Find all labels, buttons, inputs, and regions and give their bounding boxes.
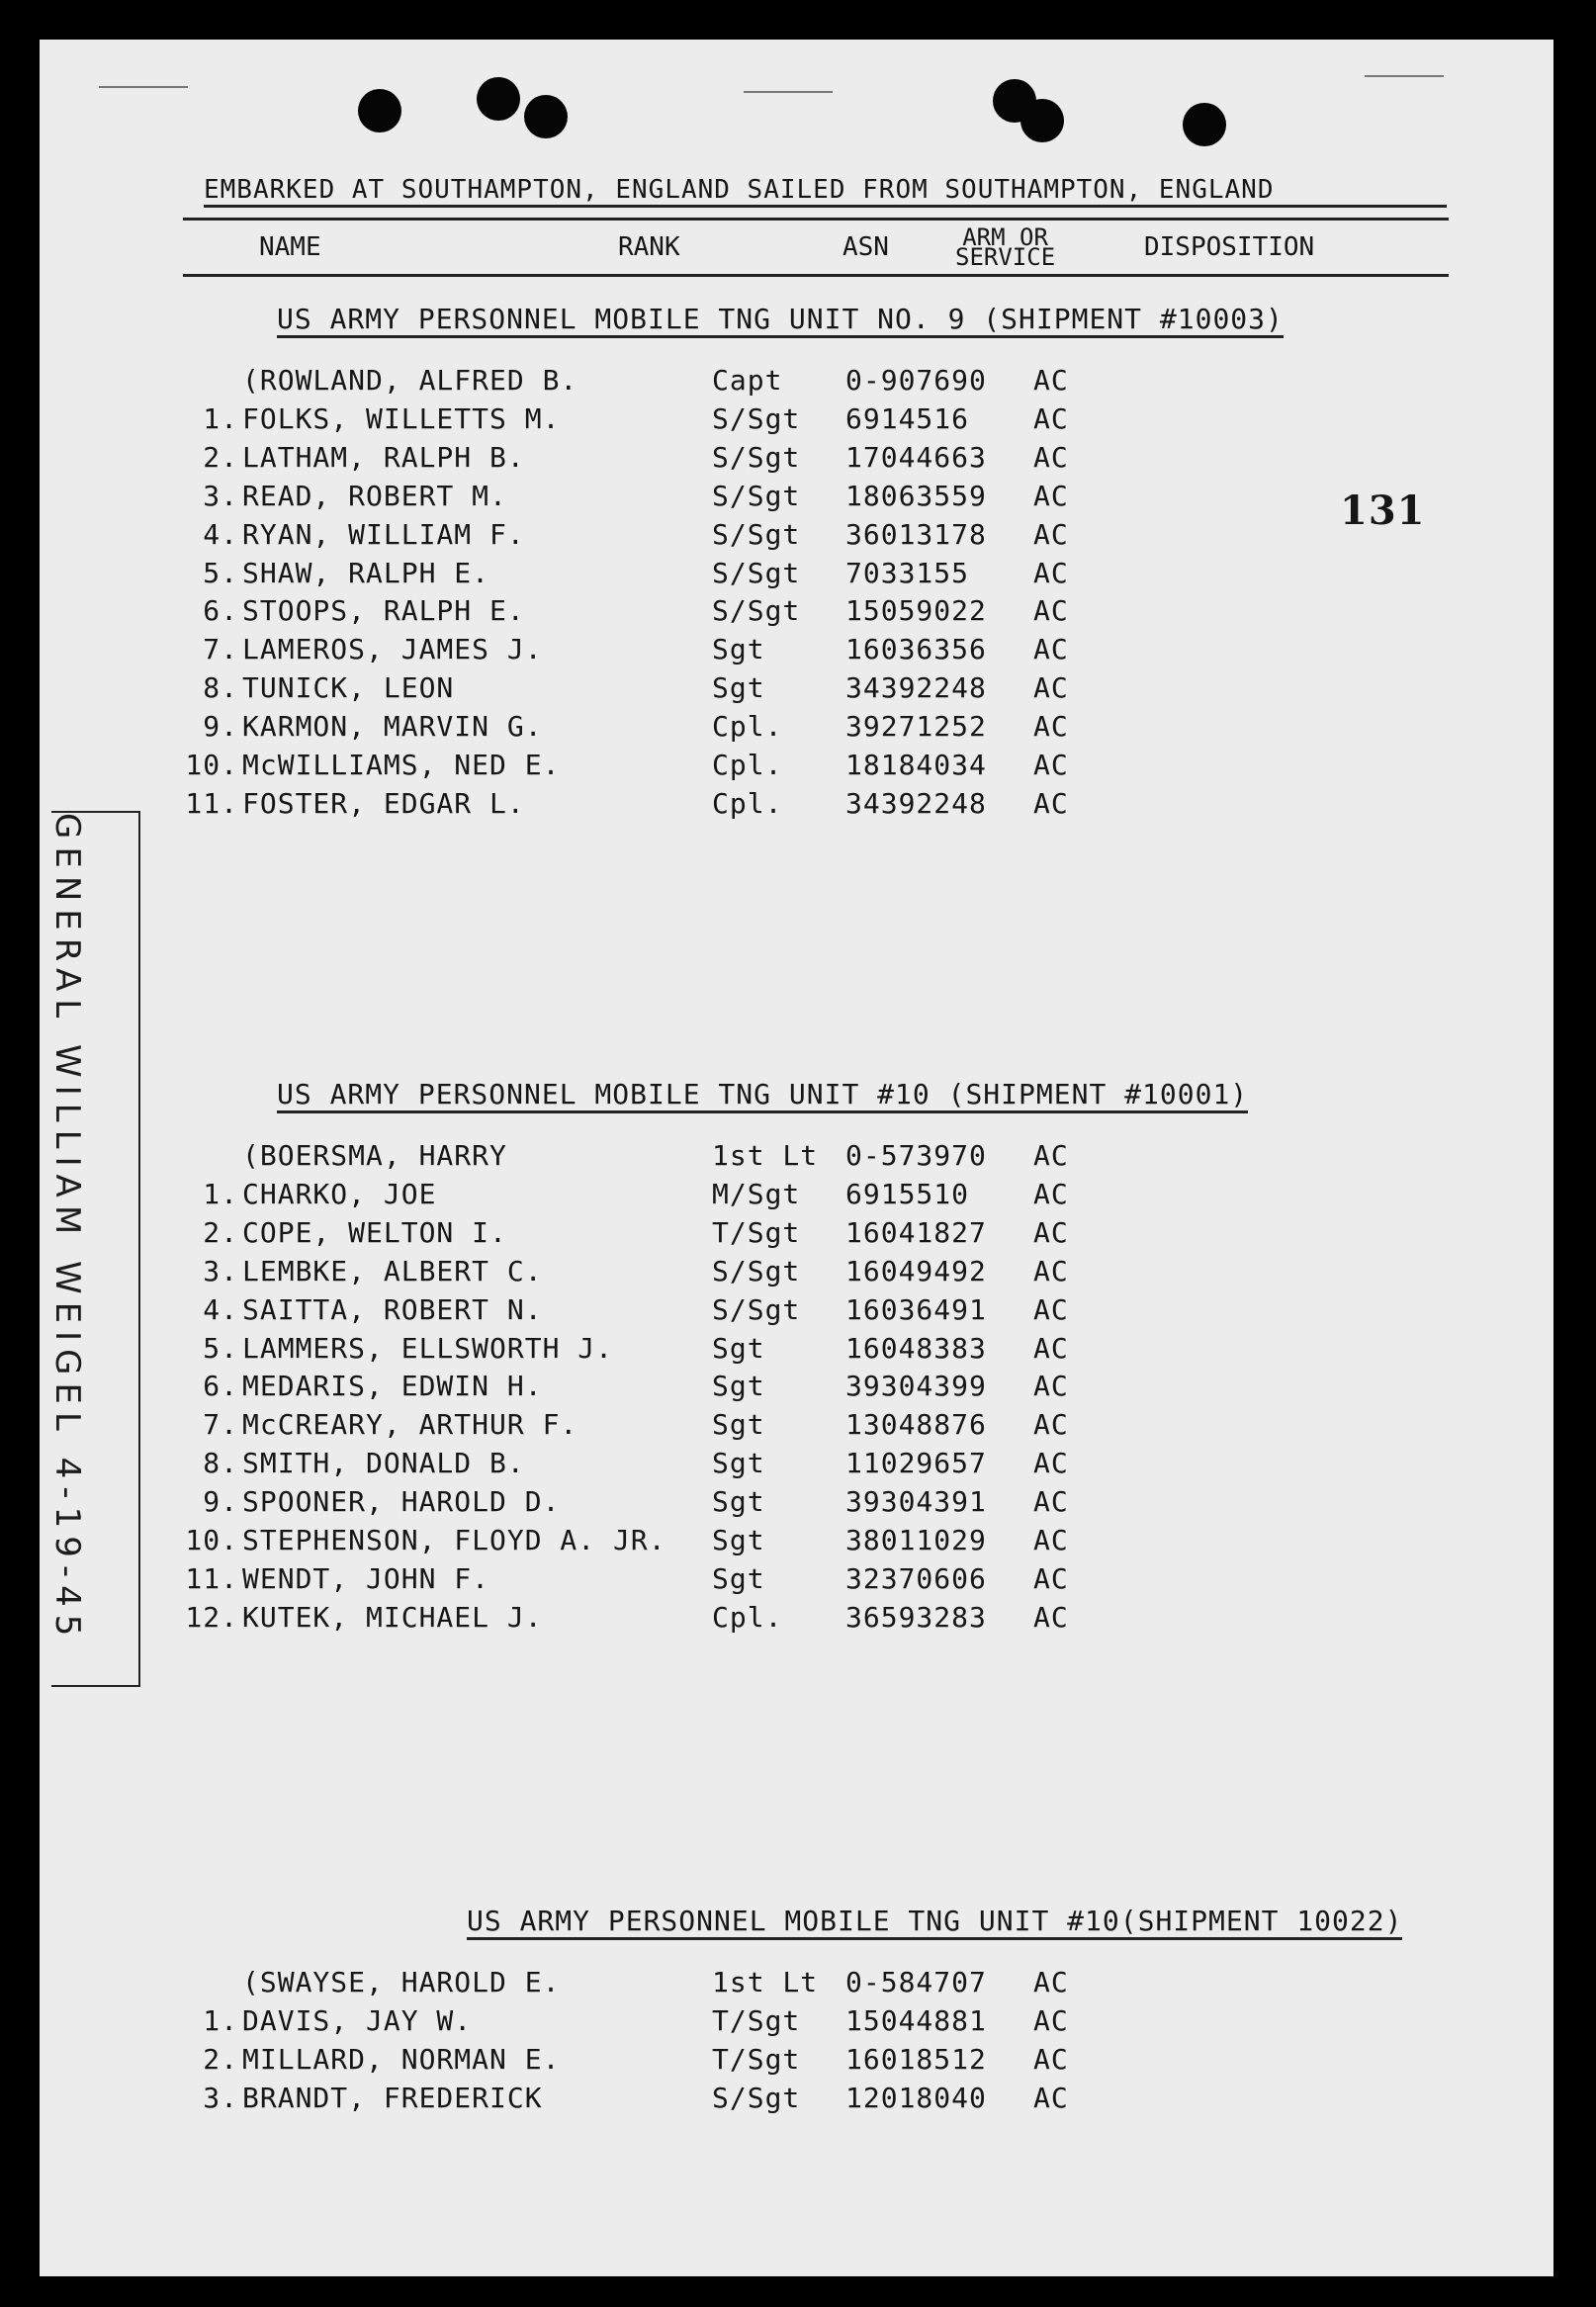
person-rank: Sgt <box>712 1332 765 1365</box>
personnel-row <box>40 1138 1553 1178</box>
person-rank: Sgt <box>712 1408 765 1441</box>
person-name: LAMEROS, JAMES J. <box>242 633 543 665</box>
row-number: 6. <box>203 1370 238 1402</box>
person-rank: S/Sgt <box>712 518 801 551</box>
person-name: SMITH, DONALD B. <box>242 1447 525 1479</box>
personnel-row <box>40 1177 1553 1216</box>
person-asn: 16041827 <box>845 1216 987 1249</box>
person-arm-service: AC <box>1033 2004 1069 2037</box>
person-asn: 18063559 <box>845 480 987 512</box>
personnel-row <box>40 1561 1553 1601</box>
person-asn: 15044881 <box>845 2004 987 2037</box>
person-rank: M/Sgt <box>712 1178 801 1210</box>
punch-hole <box>477 77 520 121</box>
person-asn: 39271252 <box>845 710 987 743</box>
page-header: EMBARKED AT SOUTHAMPTON, ENGLAND SAILED FROM SOUTHAMPTON, ENGLAND <box>204 175 1275 205</box>
person-asn: 0-584707 <box>845 1966 987 1998</box>
person-arm-service: AC <box>1033 749 1069 781</box>
personnel-row <box>40 1331 1553 1371</box>
person-name: LATHAM, RALPH B. <box>242 441 525 474</box>
person-rank: S/Sgt <box>712 1255 801 1287</box>
person-rank: Cpl. <box>712 710 783 743</box>
personnel-row <box>40 517 1553 557</box>
personnel-row <box>40 786 1553 826</box>
person-name: DAVIS, JAY W. <box>242 2004 473 2037</box>
person-name: FOSTER, EDGAR L. <box>242 787 525 820</box>
person-asn: 13048876 <box>845 1408 987 1441</box>
person-arm-service: AC <box>1033 1966 1069 1998</box>
person-rank: T/Sgt <box>712 2004 801 2037</box>
row-number: 10. <box>185 749 238 781</box>
personnel-row <box>40 440 1553 480</box>
row-number: 2. <box>203 1216 238 1249</box>
person-rank: S/Sgt <box>712 2082 801 2114</box>
person-arm-service: AC <box>1033 441 1069 474</box>
row-number: 5. <box>203 1332 238 1365</box>
person-asn: 0-907690 <box>845 364 987 397</box>
personnel-row <box>40 363 1553 402</box>
person-rank: S/Sgt <box>712 441 801 474</box>
person-asn: 0-573970 <box>845 1139 987 1172</box>
personnel-row <box>40 2081 1553 2120</box>
column-header-arm-line2: SERVICE <box>955 243 1056 271</box>
person-asn: 32370606 <box>845 1562 987 1595</box>
person-asn: 39304399 <box>845 1370 987 1402</box>
person-name: TUNICK, LEON <box>242 671 455 704</box>
person-asn: 11029657 <box>845 1447 987 1479</box>
header-underline <box>204 205 1447 208</box>
person-rank: Cpl. <box>712 787 783 820</box>
person-name: (SWAYSE, HAROLD E. <box>242 1966 561 1998</box>
person-arm-service: AC <box>1033 787 1069 820</box>
side-label-text: GENERAL WILLIAM WEIGEL 4-19-45 <box>47 813 87 1644</box>
person-arm-service: AC <box>1033 1139 1069 1172</box>
person-asn: 18184034 <box>845 749 987 781</box>
person-name: READ, ROBERT M. <box>242 480 507 512</box>
row-number: 11. <box>185 787 238 820</box>
row-number: 1. <box>203 1178 238 1210</box>
person-arm-service: AC <box>1033 518 1069 551</box>
row-number: 7. <box>203 1408 238 1441</box>
person-asn: 12018040 <box>845 2082 987 2114</box>
person-name: STEPHENSON, FLOYD A. JR. <box>242 1524 666 1556</box>
row-number: 3. <box>203 1255 238 1287</box>
personnel-row <box>40 2003 1553 2043</box>
person-rank: T/Sgt <box>712 1216 801 1249</box>
row-number: 5. <box>203 557 238 589</box>
person-rank: Capt <box>712 364 783 397</box>
person-asn: 7033155 <box>845 557 970 589</box>
punch-hole <box>524 95 568 138</box>
person-name: RYAN, WILLIAM F. <box>242 518 525 551</box>
column-header-top-rule <box>183 218 1449 221</box>
person-name: (BOERSMA, HARRY <box>242 1139 507 1172</box>
column-header-disposition: DISPOSITION <box>1144 232 1315 262</box>
row-number: 1. <box>203 402 238 435</box>
personnel-row <box>40 1215 1553 1255</box>
person-rank: S/Sgt <box>712 594 801 627</box>
person-arm-service: AC <box>1033 2043 1069 2076</box>
person-rank: Sgt <box>712 1524 765 1556</box>
person-rank: S/Sgt <box>712 402 801 435</box>
person-rank: Sgt <box>712 1447 765 1479</box>
person-asn: 15059022 <box>845 594 987 627</box>
person-rank: Sgt <box>712 1485 765 1518</box>
personnel-row <box>40 1407 1553 1447</box>
person-rank: Cpl. <box>712 749 783 781</box>
person-asn: 34392248 <box>845 787 987 820</box>
personnel-row <box>40 1254 1553 1293</box>
person-name: McWILLIAMS, NED E. <box>242 749 561 781</box>
column-header-arm-line1: ARM OR <box>962 223 1048 251</box>
personnel-row <box>40 709 1553 749</box>
personnel-row <box>40 1484 1553 1524</box>
section-title: US ARMY PERSONNEL MOBILE TNG UNIT #10(SHIPMENT 10022) <box>467 1907 1402 1940</box>
person-name: FOLKS, WILLETTS M. <box>242 402 561 435</box>
person-arm-service: AC <box>1033 1216 1069 1249</box>
person-asn: 16049492 <box>845 1255 987 1287</box>
person-arm-service: AC <box>1033 1178 1069 1210</box>
person-rank: S/Sgt <box>712 480 801 512</box>
person-arm-service: AC <box>1033 1408 1069 1441</box>
person-name: KARMON, MARVIN G. <box>242 710 543 743</box>
person-asn: 16036491 <box>845 1293 987 1326</box>
column-header-rank: RANK <box>618 232 680 262</box>
person-rank: T/Sgt <box>712 2043 801 2076</box>
row-number: 11. <box>185 1562 238 1595</box>
personnel-row <box>40 401 1553 441</box>
person-rank: S/Sgt <box>712 1293 801 1326</box>
person-rank: Cpl. <box>712 1601 783 1634</box>
row-number: 3. <box>203 480 238 512</box>
person-arm-service: AC <box>1033 480 1069 512</box>
person-arm-service: AC <box>1033 710 1069 743</box>
person-arm-service: AC <box>1033 1485 1069 1518</box>
person-name: WENDT, JOHN F. <box>242 1562 490 1595</box>
personnel-row <box>40 1600 1553 1640</box>
section-title: US ARMY PERSONNEL MOBILE TNG UNIT NO. 9 (SHIPMENT #10003) <box>277 305 1284 338</box>
row-number: 6. <box>203 594 238 627</box>
row-number: 2. <box>203 2043 238 2076</box>
person-arm-service: AC <box>1033 1293 1069 1326</box>
personnel-row <box>40 479 1553 518</box>
person-arm-service: AC <box>1033 1524 1069 1556</box>
personnel-row <box>40 2042 1553 2082</box>
column-header-name: NAME <box>259 232 321 262</box>
person-rank: Sgt <box>712 1562 765 1595</box>
person-name: (ROWLAND, ALFRED B. <box>242 364 578 397</box>
person-asn: 16036356 <box>845 633 987 665</box>
person-arm-service: AC <box>1033 1255 1069 1287</box>
scan-mark <box>744 91 833 93</box>
person-rank: 1st Lt <box>712 1139 819 1172</box>
scan-mark <box>99 86 188 88</box>
personnel-row <box>40 556 1553 595</box>
person-name: CHARKO, JOE <box>242 1178 437 1210</box>
person-asn: 34392248 <box>845 671 987 704</box>
person-arm-service: AC <box>1033 402 1069 435</box>
personnel-row <box>40 1446 1553 1485</box>
column-header-arm <box>955 223 1056 271</box>
person-arm-service: AC <box>1033 557 1069 589</box>
row-number: 4. <box>203 1293 238 1326</box>
person-name: SPOONER, HAROLD D. <box>242 1485 561 1518</box>
person-arm-service: AC <box>1033 1447 1069 1479</box>
person-name: KUTEK, MICHAEL J. <box>242 1601 543 1634</box>
person-name: MEDARIS, EDWIN H. <box>242 1370 543 1402</box>
person-asn: 6915510 <box>845 1178 970 1210</box>
person-rank: Sgt <box>712 633 765 665</box>
punch-hole <box>358 89 401 133</box>
section-title: US ARMY PERSONNEL MOBILE TNG UNIT #10 (SHIPMENT #10001) <box>277 1080 1248 1113</box>
row-number: 8. <box>203 671 238 704</box>
person-asn: 36013178 <box>845 518 987 551</box>
person-rank: S/Sgt <box>712 557 801 589</box>
row-number: 9. <box>203 710 238 743</box>
row-number: 4. <box>203 518 238 551</box>
person-name: LEMBKE, ALBERT C. <box>242 1255 543 1287</box>
person-asn: 36593283 <box>845 1601 987 1634</box>
punch-hole <box>1183 103 1226 146</box>
row-number: 2. <box>203 441 238 474</box>
personnel-row <box>40 1965 1553 2004</box>
personnel-row <box>40 670 1553 710</box>
personnel-row <box>40 748 1553 787</box>
person-name: SAITTA, ROBERT N. <box>242 1293 543 1326</box>
row-number: 12. <box>185 1601 238 1634</box>
row-number: 1. <box>203 2004 238 2037</box>
punch-hole <box>1020 99 1064 142</box>
page-number: 131 <box>1340 488 1426 534</box>
person-arm-service: AC <box>1033 633 1069 665</box>
person-rank: Sgt <box>712 1370 765 1402</box>
row-number: 7. <box>203 633 238 665</box>
row-number: 10. <box>185 1524 238 1556</box>
person-asn: 16048383 <box>845 1332 987 1365</box>
column-header-bottom-rule <box>183 274 1449 277</box>
person-rank: 1st Lt <box>712 1966 819 1998</box>
person-name: BRANDT, FREDERICK <box>242 2082 543 2114</box>
person-asn: 17044663 <box>845 441 987 474</box>
person-arm-service: AC <box>1033 1332 1069 1365</box>
person-arm-service: AC <box>1033 1370 1069 1402</box>
person-name: LAMMERS, ELLSWORTH J. <box>242 1332 614 1365</box>
person-rank: Sgt <box>712 671 765 704</box>
person-arm-service: AC <box>1033 364 1069 397</box>
person-asn: 6914516 <box>845 402 970 435</box>
personnel-row <box>40 1369 1553 1408</box>
column-header-asn: ASN <box>842 232 889 262</box>
person-name: COPE, WELTON I. <box>242 1216 507 1249</box>
scan-mark <box>1365 75 1444 77</box>
person-name: SHAW, RALPH E. <box>242 557 490 589</box>
row-number: 3. <box>203 2082 238 2114</box>
person-arm-service: AC <box>1033 594 1069 627</box>
person-arm-service: AC <box>1033 1601 1069 1634</box>
person-name: MILLARD, NORMAN E. <box>242 2043 561 2076</box>
person-asn: 38011029 <box>845 1524 987 1556</box>
person-arm-service: AC <box>1033 671 1069 704</box>
document-page <box>40 40 1553 2276</box>
person-arm-service: AC <box>1033 2082 1069 2114</box>
person-name: McCREARY, ARTHUR F. <box>242 1408 578 1441</box>
person-arm-service: AC <box>1033 1562 1069 1595</box>
personnel-row <box>40 593 1553 633</box>
row-number: 8. <box>203 1447 238 1479</box>
person-asn: 39304391 <box>845 1485 987 1518</box>
personnel-row <box>40 1292 1553 1332</box>
side-label <box>47 811 140 1687</box>
row-number: 9. <box>203 1485 238 1518</box>
person-asn: 16018512 <box>845 2043 987 2076</box>
personnel-row <box>40 632 1553 671</box>
person-name: STOOPS, RALPH E. <box>242 594 525 627</box>
personnel-row <box>40 1523 1553 1562</box>
